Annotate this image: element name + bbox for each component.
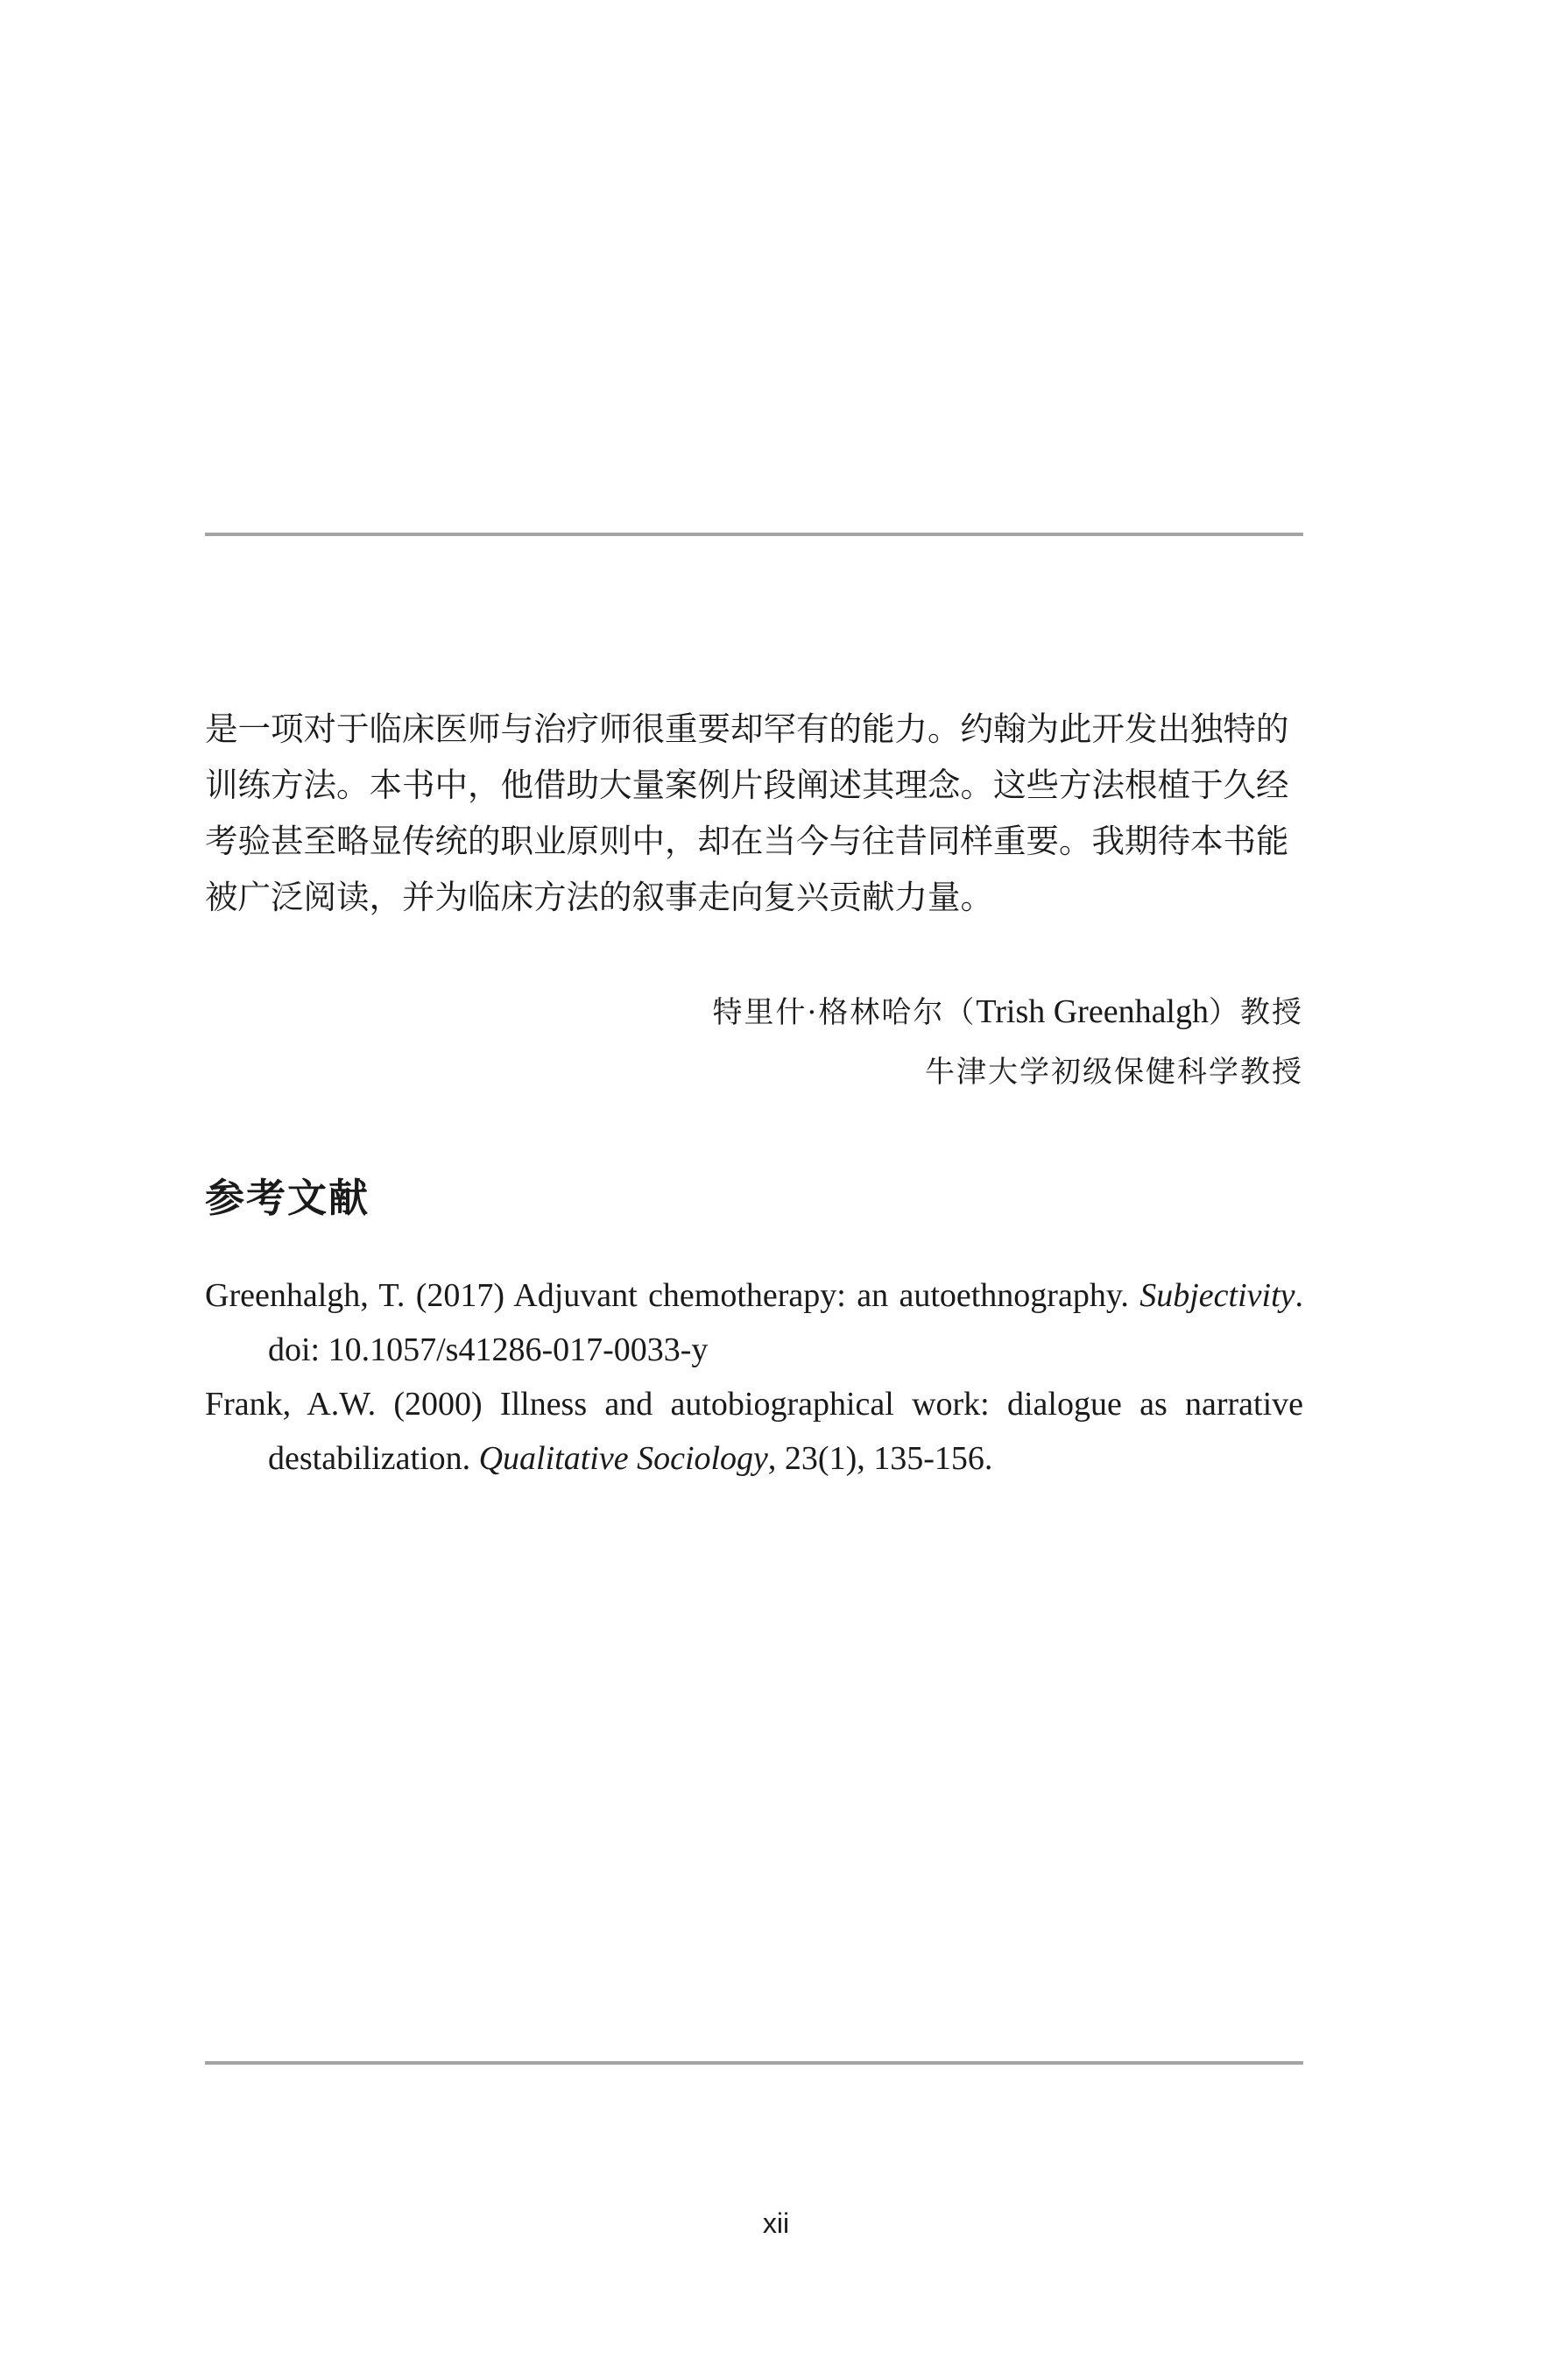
reference-text: , 23(1), 135-156. xyxy=(767,1440,993,1477)
reference-doi: doi: 10.1057/s41286-017-0033-y xyxy=(268,1331,709,1368)
reference-line xyxy=(205,1377,1303,1431)
references-heading: 参考文献 xyxy=(205,1175,370,1221)
signature-name-latin: Trish Greenhalgh xyxy=(976,993,1209,1030)
body-line: 是一项对于临床医师与治疗师很重要却罕有的能力。约翰为此开发出独特的 xyxy=(205,710,1289,748)
body-paragraph xyxy=(205,701,1303,925)
reference-line xyxy=(205,1431,1303,1486)
reference-text: . xyxy=(1295,1277,1303,1314)
body-line: 训练方法。本书中，他借助大量案例片段阐述其理念。这些方法根植于久经 xyxy=(205,766,1289,804)
signature-name-prefix: 特里什·格林哈尔（ xyxy=(712,995,977,1030)
signature-name-suffix: ）教授 xyxy=(1209,995,1303,1030)
body-line: 考验甚至略显传统的职业原则中，却在当今与往昔同样重要。我期待本书能 xyxy=(205,822,1289,860)
reference-list xyxy=(205,1268,1303,1486)
bottom-rule xyxy=(205,2061,1303,2065)
reference-item xyxy=(205,1377,1303,1486)
page-number: xii xyxy=(762,2207,790,2239)
signature-name xyxy=(713,988,1303,1031)
reference-item xyxy=(205,1268,1303,1377)
reference-text: Greenhalgh, T. (2017) Adjuvant chemotherapy: an autoethnography. xyxy=(205,1277,1140,1314)
top-rule xyxy=(205,533,1303,536)
reference-journal: Subjectivity xyxy=(1139,1277,1295,1314)
signature-title: 牛津大学初级保健科学教授 xyxy=(925,1055,1303,1090)
reference-text: Frank, A.W. (2000) Illness and autobiographical work: dialogue as narrative xyxy=(205,1386,1303,1423)
body-line: 被广泛阅读，并为临床方法的叙事走向复兴贡献力量。 xyxy=(205,878,993,916)
reference-line xyxy=(205,1268,1303,1323)
reference-line xyxy=(205,1323,1303,1377)
reference-text: destabilization. xyxy=(268,1440,479,1477)
reference-journal: Qualitative Sociology xyxy=(478,1440,768,1477)
